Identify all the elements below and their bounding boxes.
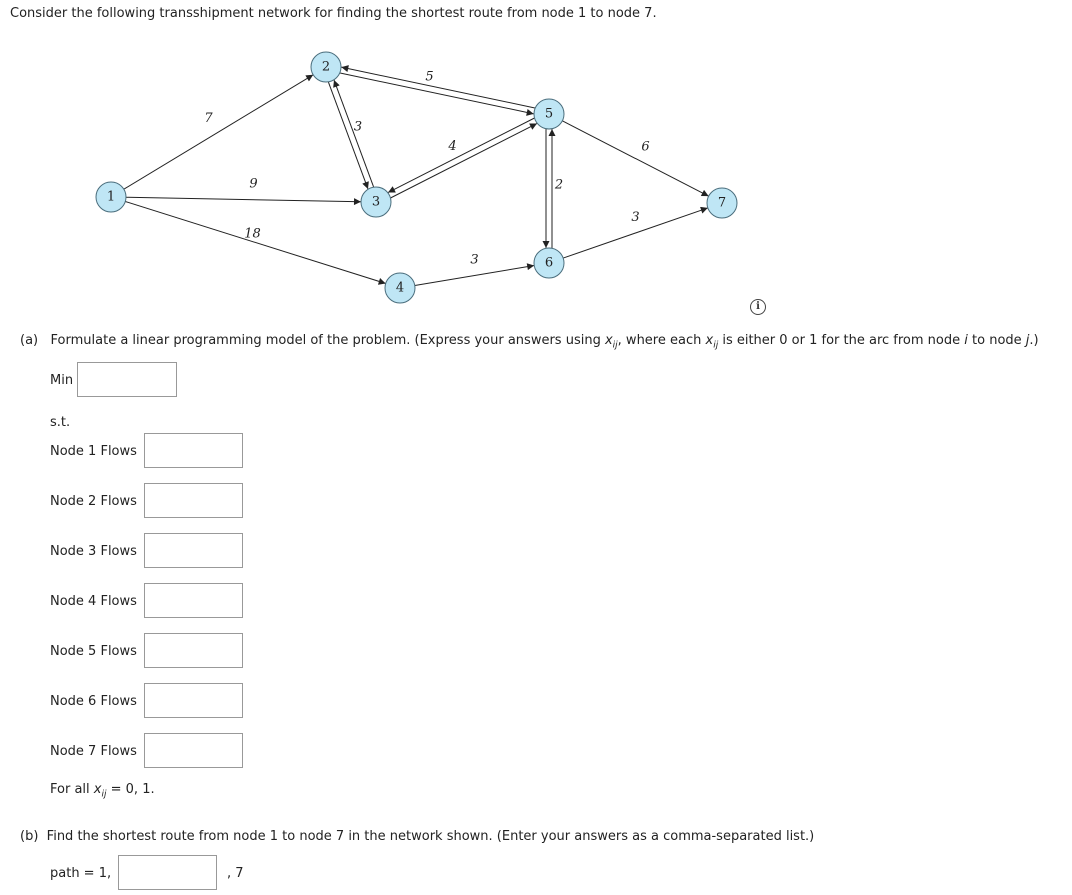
node-label: 2 [321, 59, 331, 75]
arc-2-5 [340, 73, 534, 114]
constraint-label-node-4: Node 4 Flows [50, 594, 137, 609]
node-6 [534, 248, 564, 278]
constraint-label-node-2: Node 2 Flows [50, 494, 137, 509]
arc-weight-1-2: 7 [204, 111, 213, 126]
constraint-input-node-6[interactable] [144, 683, 243, 718]
info-icon[interactable]: i [750, 299, 766, 315]
constraint-input-node-2[interactable] [144, 483, 243, 518]
node-label: 7 [717, 195, 727, 211]
network-diagram [0, 0, 1072, 330]
arc-weight-1-4: 18 [244, 226, 261, 242]
arc-weight-4-6: 3 [470, 252, 479, 268]
node-label: 6 [544, 255, 554, 271]
node-label: 3 [371, 194, 381, 210]
constraint-input-node-5[interactable] [144, 633, 243, 668]
arc-weight-3-5: 4 [448, 139, 457, 154]
objective-input[interactable] [77, 362, 177, 397]
constraint-label-node-3: Node 3 Flows [50, 544, 137, 559]
constraint-input-node-7[interactable] [144, 733, 243, 768]
node-label: 1 [106, 189, 116, 205]
st-label: s.t. [50, 415, 71, 430]
arc-1-4 [125, 202, 385, 284]
constraint-label-node-5: Node 5 Flows [50, 644, 137, 659]
node-4 [385, 273, 415, 303]
arc-weight-6-7: 3 [631, 210, 640, 225]
intro-text: Consider the following transshipment network for finding the shortest route from node 1 to node 7. [10, 6, 657, 21]
arc-5-7 [562, 121, 708, 196]
path-prefix: path = 1, [50, 866, 112, 881]
node-7 [707, 188, 737, 218]
arc-weight-1-3: 9 [249, 176, 258, 192]
constraint-label-node-7: Node 7 Flows [50, 744, 137, 759]
arc-4-6 [415, 265, 534, 285]
arc-5-3 [388, 118, 534, 192]
arc-2-3 [328, 82, 368, 189]
part-b-question: (b) Find the shortest route from node 1 to node 7 in the network shown. (Enter your answers as a comma-separated list.) [20, 829, 815, 844]
arc-weight-2-5: 5 [425, 69, 434, 85]
arc-1-2 [124, 75, 313, 189]
node-label: 5 [544, 106, 554, 122]
node-1 [96, 182, 126, 212]
part-a-question: (a) Formulate a linear programming model of the problem. (Express your answers using $x_{ij}$, where each $x_{ij}$ is either 0 or 1 for the arc from node i to node j.) [20, 333, 1039, 351]
node-5 [534, 99, 564, 129]
path-input[interactable] [118, 855, 217, 890]
arc-weight-5-6: 2 [554, 177, 564, 193]
binary-constraint-text: For all $x_{ij} = 0$, 1. [50, 782, 155, 800]
constraint-input-node-3[interactable] [144, 533, 243, 568]
path-suffix: , 7 [227, 866, 244, 881]
min-label: Min [50, 373, 74, 388]
constraint-input-node-4[interactable] [144, 583, 243, 618]
arc-3-5 [391, 123, 537, 197]
node-label: 4 [395, 280, 405, 296]
constraint-label-node-6: Node 6 Flows [50, 694, 137, 709]
arc-1-3 [126, 197, 361, 201]
node-3 [361, 187, 391, 217]
constraint-input-node-1[interactable] [144, 433, 243, 468]
constraint-label-node-1: Node 1 Flows [50, 444, 137, 459]
node-2 [311, 52, 341, 82]
arc-weight-5-7: 6 [641, 139, 650, 155]
arc-weight-2-3: 3 [353, 119, 363, 135]
arc-5-2 [341, 67, 535, 108]
